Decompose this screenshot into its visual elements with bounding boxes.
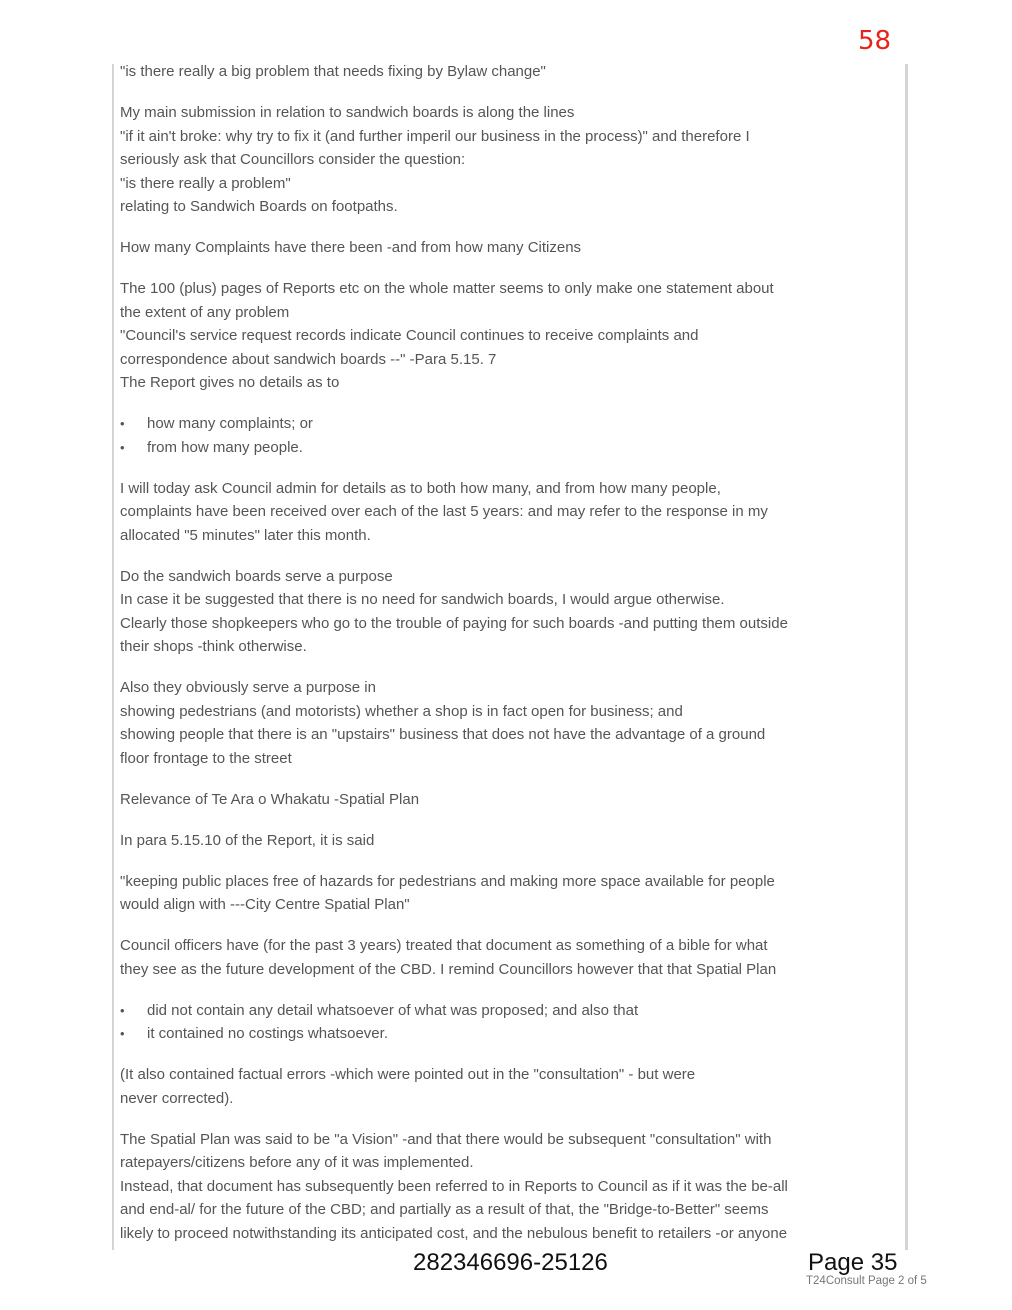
- text-line: likely to proceed notwithstanding its anticipated cost, and the nebulous benefit to retailers -or anyone: [120, 1224, 788, 1242]
- bullet-item: • from how many people.: [120, 436, 825, 460]
- text-line: How many Complaints have there been -and from how many Citizens: [120, 239, 582, 256]
- paragraph: [120, 1128, 825, 1246]
- text-line: showing pedestrians (and motorists) whether a shop is in fact open for business; and: [120, 702, 683, 720]
- paragraph: [120, 101, 825, 219]
- text-line: and end-al/ for the future of the CBD; and partially as a result of that, the "Bridge-to-Better" seems: [120, 1201, 769, 1218]
- text-line: their shops -think otherwise.: [120, 638, 307, 655]
- bullet-item: • did not contain any detail whatsoever of what was proposed; and also that: [120, 999, 825, 1023]
- text-line: The 100 (plus) pages of Reports etc on the whole matter seems to only make one statement about: [120, 280, 774, 297]
- text-line: they see as the future development of the CBD. I remind Councillors however that that Spatial Plan: [120, 960, 777, 978]
- paragraph: [120, 870, 825, 917]
- text-line: My main submission in relation to sandwich boards is along the lines: [120, 104, 575, 121]
- text-line: Council officers have (for the past 3 years) treated that document as something of a bible for what: [120, 937, 768, 954]
- text-line: "if it ain't broke: why try to fix it (and further imperil our business in the process)" and therefore I: [120, 127, 750, 145]
- paragraph: [120, 236, 825, 260]
- text-line: Relevance of Te Ara o Whakatu -Spatial Plan: [120, 790, 420, 808]
- page-number: 58: [858, 26, 892, 56]
- text-line: "Council's service request records indicate Council continues to receive complaints and: [120, 327, 699, 344]
- text-line: (It also contained factual errors -which were pointed out in the "consultation" - but were: [120, 1066, 696, 1083]
- text-line: In para 5.15.10 of the Report, it is said: [120, 831, 375, 849]
- text-line: "is there really a big problem that needs fixing by Bylaw change": [120, 63, 546, 80]
- text-line: ratepayers/citizens before any of it was implemented.: [120, 1154, 474, 1171]
- text-line: would align with ---City Centre Spatial Plan": [120, 896, 410, 913]
- paragraph: [120, 277, 825, 395]
- text-line: "keeping public places free of hazards for pedestrians and making more space available for people: [120, 872, 775, 890]
- text-line: Clearly those shopkeepers who go to the trouble of paying for such boards -and putting them outside: [120, 614, 788, 632]
- text-line: correspondence about sandwich boards --" -Para 5.15. 7: [120, 350, 497, 368]
- bullet-item: • how many complaints; or: [120, 412, 825, 436]
- text-line: showing people that there is an "upstairs" business that does not have the advantage of a ground: [120, 726, 766, 743]
- text-line: relating to Sandwich Boards on footpaths.: [120, 198, 398, 215]
- paragraph: [120, 565, 825, 659]
- text-line: "is there really a problem": [120, 174, 291, 192]
- text-line: Instead, that document has subsequently been referred to in Reports to Council as if it was the be-all: [120, 1177, 788, 1195]
- paragraph: [120, 60, 825, 84]
- right-margin-rule: [905, 64, 908, 1250]
- submission-body: [120, 60, 825, 1263]
- text-line: In case it be suggested that there is no need for sandwich boards, I would argue otherwise.: [120, 591, 725, 608]
- document-id: 282346696-25126: [413, 1249, 608, 1276]
- text-line: never corrected).: [120, 1089, 234, 1107]
- bullet-list: [120, 412, 825, 459]
- left-margin-rule: [112, 64, 114, 1250]
- paragraph: [120, 934, 825, 981]
- paragraph: [120, 829, 825, 853]
- paragraph: [120, 1063, 825, 1110]
- bullet-list: [120, 999, 825, 1046]
- paragraph: [120, 477, 825, 548]
- agenda-page-label: Page 35: [808, 1249, 898, 1276]
- text-line: The Spatial Plan was said to be "a Vision" -and that there would be subsequent "consultation" with: [120, 1130, 772, 1148]
- text-line: the extent of any problem: [120, 303, 290, 321]
- text-line: The Report gives no details as to: [120, 374, 340, 391]
- text-line: I will today ask Council admin for details as to both how many, and from how many people,: [120, 479, 721, 497]
- text-line: complaints have been received over each of the last 5 years: and may refer to the response in my: [120, 503, 768, 520]
- text-line: floor frontage to the street: [120, 749, 292, 767]
- text-line: allocated "5 minutes" later this month.: [120, 526, 371, 544]
- submission-page-meta: T24Consult Page 2 of 5: [806, 1275, 927, 1287]
- text-line: seriously ask that Councillors consider the question:: [120, 151, 466, 168]
- paragraph: [120, 788, 825, 812]
- text-line: Do the sandwich boards serve a purpose: [120, 567, 393, 585]
- paragraph: [120, 676, 825, 770]
- text-line: Also they obviously serve a purpose in: [120, 679, 376, 696]
- bullet-item: • it contained no costings whatsoever.: [120, 1022, 825, 1046]
